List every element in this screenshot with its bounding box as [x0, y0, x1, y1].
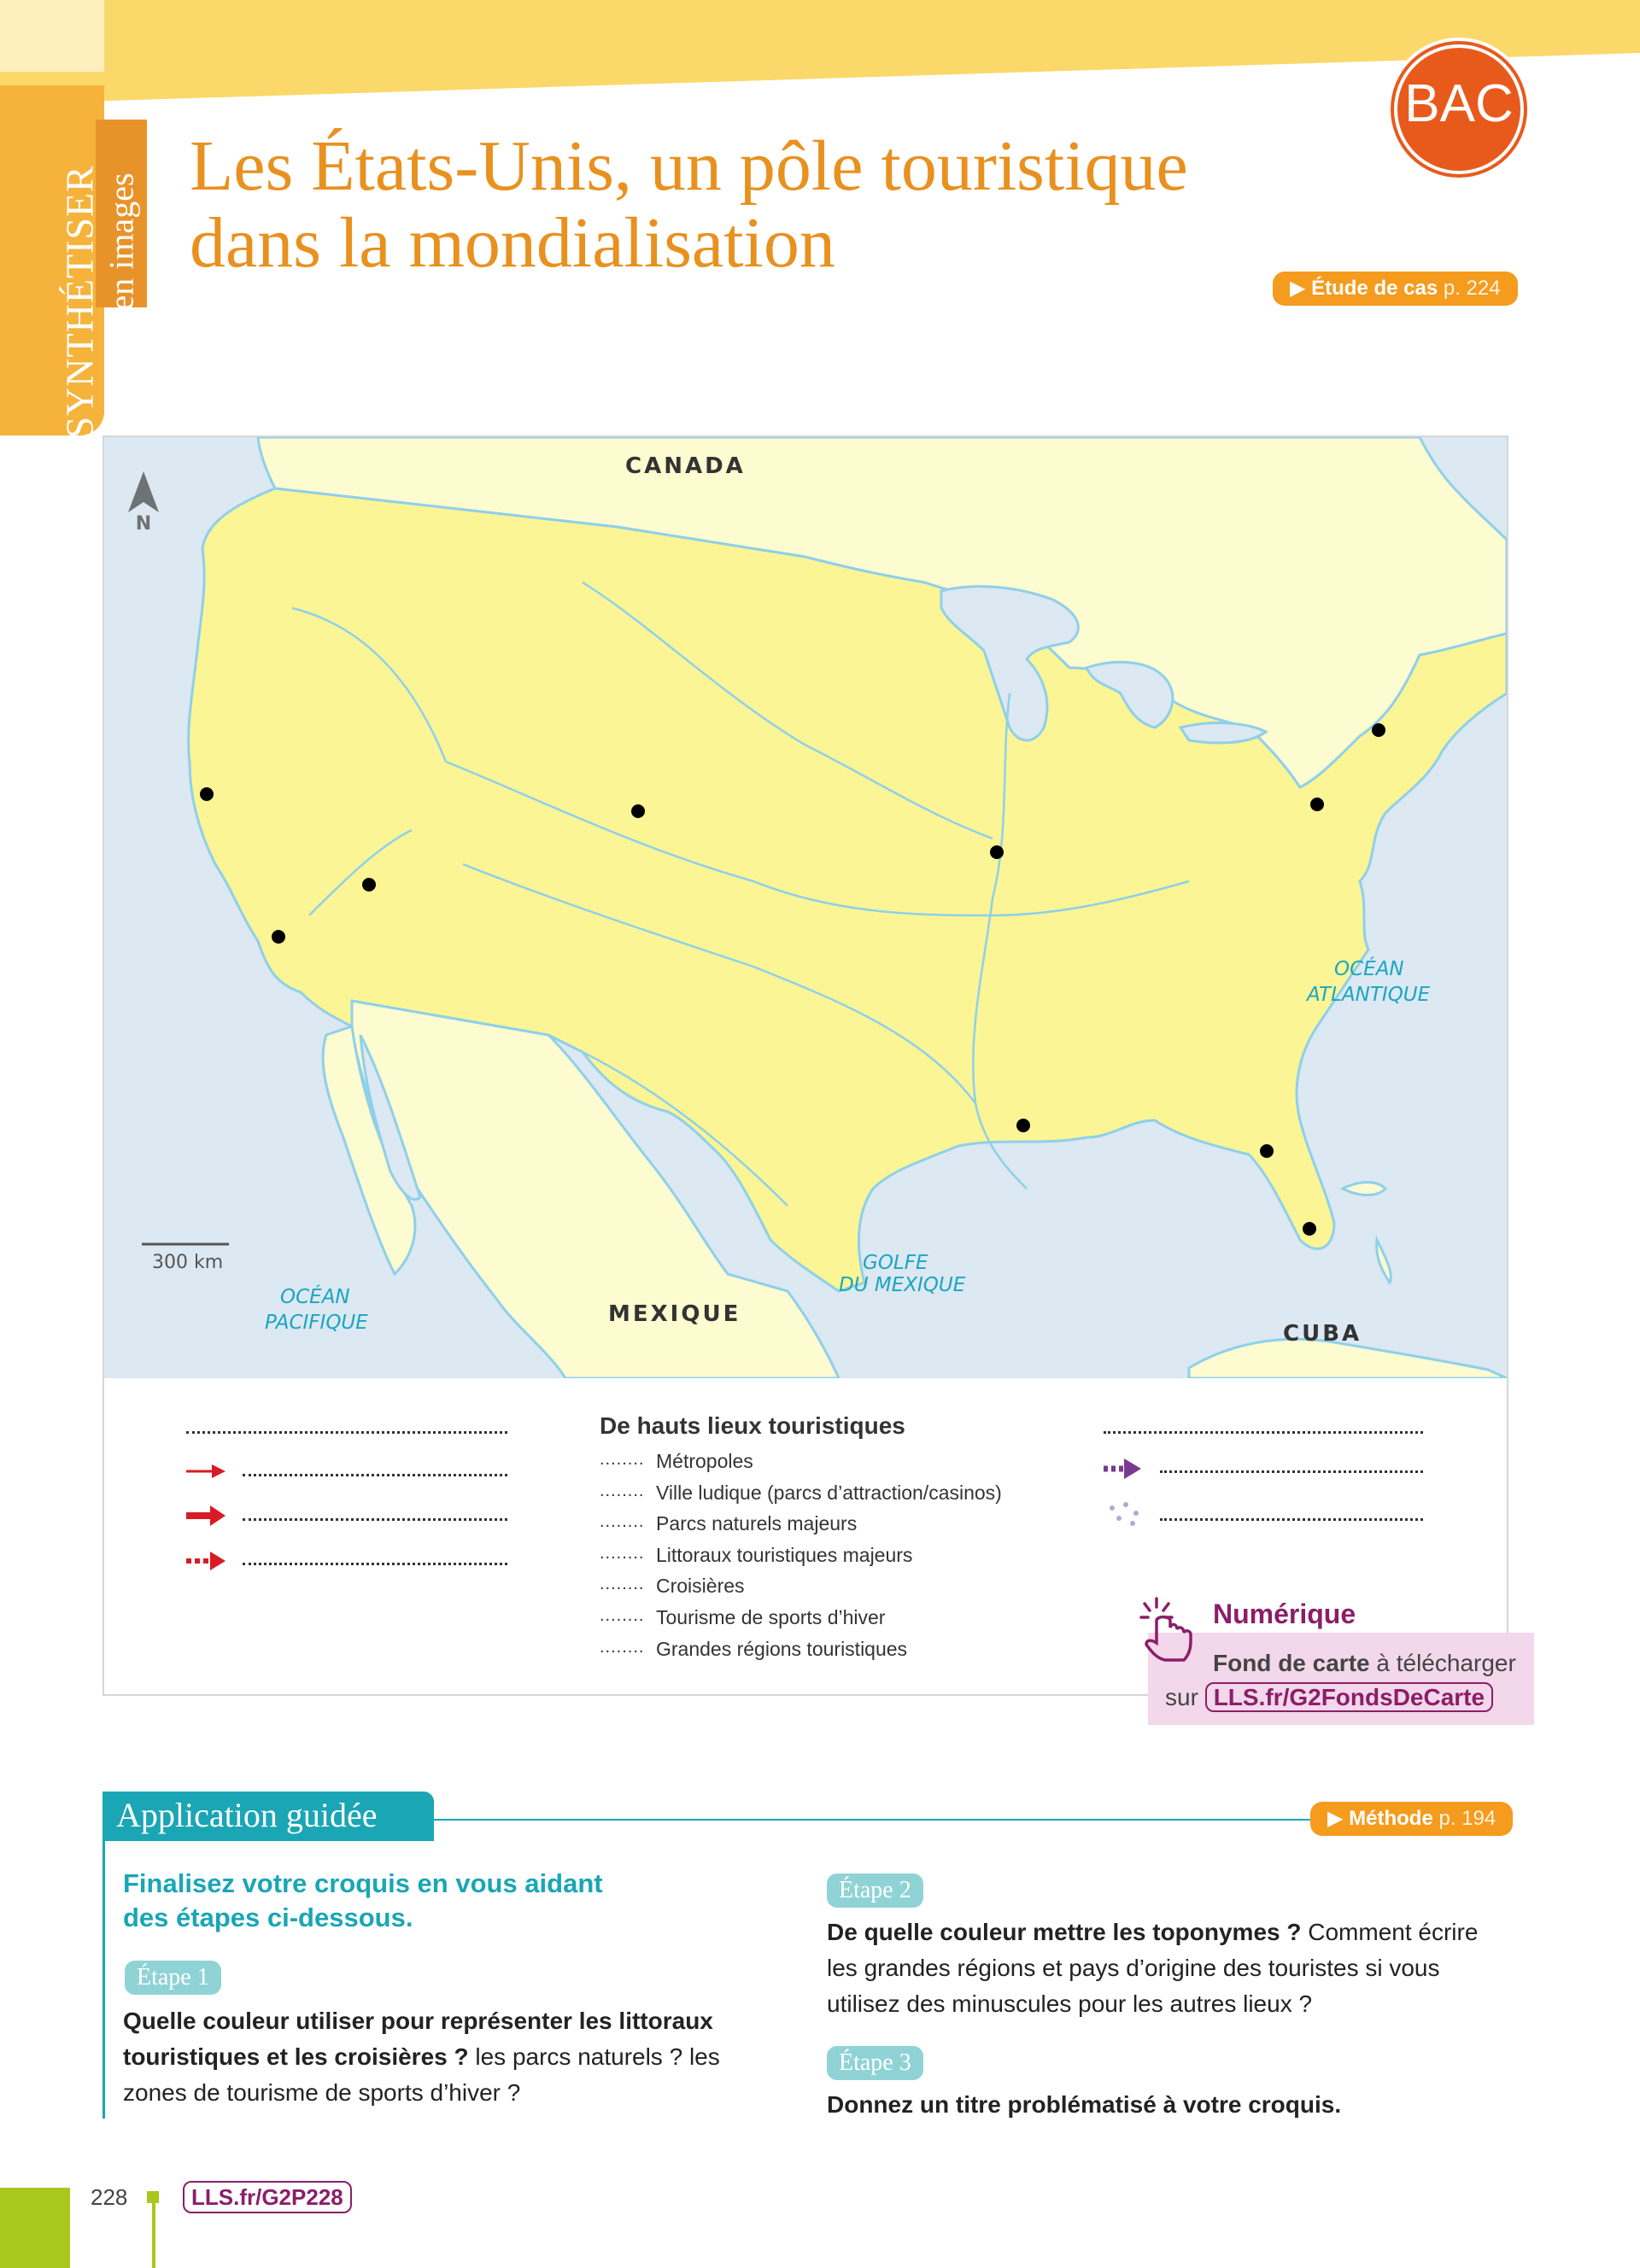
step-2-rest: Comment écrire les grandes régions et pays d’origine des touristes si vous utilisez des minuscules pour les autres lieux ?: [827, 1919, 1479, 2017]
arrow-red-dashed-icon: [184, 1549, 227, 1573]
legend-item-label: Croisières: [656, 1575, 745, 1598]
lead-line-1: Finalisez votre croquis en vous aidant: [123, 1868, 603, 1898]
legend-item-label: Grandes régions touristiques: [656, 1637, 908, 1660]
application-lead: [123, 1867, 636, 1935]
legend-item-label: Parcs naturels majeurs: [656, 1512, 858, 1535]
us-map: [104, 437, 1507, 1378]
step-1-text: [123, 2003, 747, 2111]
step-2-text: [827, 1914, 1510, 2022]
label-ocean-atlantique-2: ATLANTIQUE: [1307, 984, 1431, 1006]
application-rule: [434, 1819, 1314, 1821]
legend-blank-line: [1160, 1518, 1423, 1521]
label-mexique: MEXIQUE: [608, 1301, 741, 1327]
city-new-york: [1372, 723, 1385, 737]
legend-item-dots: ........: [600, 1605, 645, 1625]
play-icon: ▶: [1327, 1807, 1350, 1830]
north-label: N: [135, 513, 152, 535]
legend-list: [600, 1450, 1002, 1669]
legend-item: [600, 1544, 1002, 1575]
numerique-rest: à télécharger: [1369, 1650, 1516, 1676]
numerique-text: [1213, 1650, 1516, 1677]
legend-item-label: Métropoles: [656, 1450, 753, 1472]
touch-hand-icon: [1139, 1595, 1198, 1663]
numerique-link[interactable]: LLS.fr/G2FondsDeCarte: [1205, 1682, 1493, 1712]
dots-pattern-icon: [1107, 1501, 1145, 1527]
legend-item-label: Ville ludique (parcs d’attraction/casinos): [656, 1481, 1002, 1504]
city-denver: [631, 804, 645, 818]
methode-link[interactable]: [1310, 1802, 1513, 1836]
section-label: SYNTHÉTISER: [57, 165, 102, 439]
legend-title: De hauts lieux touristiques: [600, 1412, 905, 1439]
legend-item: [600, 1482, 1002, 1513]
etude-page: p. 224: [1443, 277, 1501, 300]
legend-item: [600, 1575, 1002, 1606]
city-orlando: [1260, 1144, 1274, 1158]
legend-item-dots: ........: [600, 1512, 645, 1532]
legend-item-label: Tourisme de sports d’hiver: [656, 1605, 886, 1628]
label-golfe-1: GOLFE: [863, 1252, 928, 1274]
step-1-badge: Étape 1: [125, 1961, 221, 1995]
label-ocean-atlantique-1: OCÉAN: [1334, 958, 1404, 980]
numerique-link-line: [1165, 1684, 1493, 1711]
title-line-1: Les États-Unis, un pôle touristique: [190, 126, 1188, 206]
footer-marker: [147, 2191, 159, 2203]
legend-blank-line: [243, 1563, 507, 1565]
label-canada: CANADA: [625, 453, 746, 479]
label-cuba: CUBA: [1283, 1321, 1362, 1347]
label-ocean-pacifique-2: PACIFIQUE: [265, 1312, 368, 1334]
legend-item-dots: ........: [600, 1450, 645, 1469]
legend-blank-line: [243, 1474, 507, 1476]
page-number: 228: [91, 2184, 128, 2210]
legend-item-dots: ........: [600, 1637, 645, 1657]
city-washington: [1310, 798, 1324, 811]
step-2-badge: Étape 2: [827, 1873, 923, 1908]
play-icon: ▶: [1290, 277, 1312, 300]
step-3-text: [827, 2087, 1510, 2123]
label-ocean-pacifique-1: OCÉAN: [280, 1286, 350, 1308]
lead-line-2: des étapes ci-dessous.: [123, 1903, 413, 1932]
numerique-prefix: sur: [1165, 1684, 1205, 1710]
city-san-francisco: [200, 787, 214, 801]
methode-label: Méthode: [1349, 1807, 1433, 1830]
application-title: Application guidée: [116, 1796, 378, 1834]
city-saint-louis: [990, 845, 1004, 859]
step-3-badge: Étape 3: [827, 2046, 923, 2080]
legend-blank-line: [1160, 1470, 1423, 1473]
legend-item: [600, 1450, 1002, 1482]
step-3-question: Donnez un titre problématisé à votre croquis.: [827, 2091, 1342, 2118]
title-line-2: dans la mondialisation: [190, 203, 835, 283]
city-los-angeles: [272, 930, 285, 944]
arrow-red-thick-icon: [184, 1503, 227, 1529]
numerique-bold: Fond de carte: [1213, 1650, 1370, 1676]
legend-blank-line: [243, 1518, 507, 1521]
legend-item-dots: ........: [600, 1543, 645, 1563]
numerique-title: Numérique: [1213, 1599, 1356, 1629]
city-miami: [1303, 1222, 1316, 1236]
page-title: [190, 128, 1385, 282]
label-golfe-2: DU MEXIQUE: [839, 1274, 966, 1296]
city-new-orleans: [1016, 1119, 1030, 1132]
step-1-question: Quelle couleur utiliser pour représenter les littoraux touristiques et les croisières ?: [123, 2008, 713, 2070]
step-2-question: De quelle couleur mettre les toponymes ?: [827, 1919, 1302, 1945]
methode-page: p. 194: [1438, 1807, 1496, 1830]
city-las-vegas: [362, 878, 376, 891]
footer-rule: [152, 2203, 155, 2268]
legend-item: [600, 1606, 1002, 1638]
legend-blank-heading-right: [1104, 1431, 1423, 1434]
bac-badge-label: BAC: [1404, 74, 1514, 133]
legend-item: [600, 1638, 1002, 1669]
arrow-red-thin-icon: [184, 1460, 227, 1482]
scale-label: 300 km: [152, 1252, 224, 1273]
legend-item-dots: ........: [600, 1481, 645, 1500]
legend-blank-heading-left: [186, 1431, 507, 1434]
footer-link[interactable]: LLS.fr/G2P228: [183, 2181, 352, 2213]
section-sublabel: en images: [102, 172, 141, 311]
footer-corner: [0, 2188, 70, 2268]
arrow-purple-dashed-icon: [1102, 1457, 1145, 1481]
legend-item-dots: ........: [600, 1575, 645, 1594]
etude-de-cas-link[interactable]: [1273, 272, 1518, 306]
legend-item-label: Littoraux touristiques majeurs: [656, 1543, 913, 1566]
step-1-rest: les parcs naturels ? les zones de tourisme de sports d’hiver ?: [123, 2043, 720, 2106]
application-left-rule: [102, 1841, 105, 2119]
etude-label: Étude de cas: [1311, 277, 1438, 300]
legend-item: [600, 1512, 1002, 1544]
